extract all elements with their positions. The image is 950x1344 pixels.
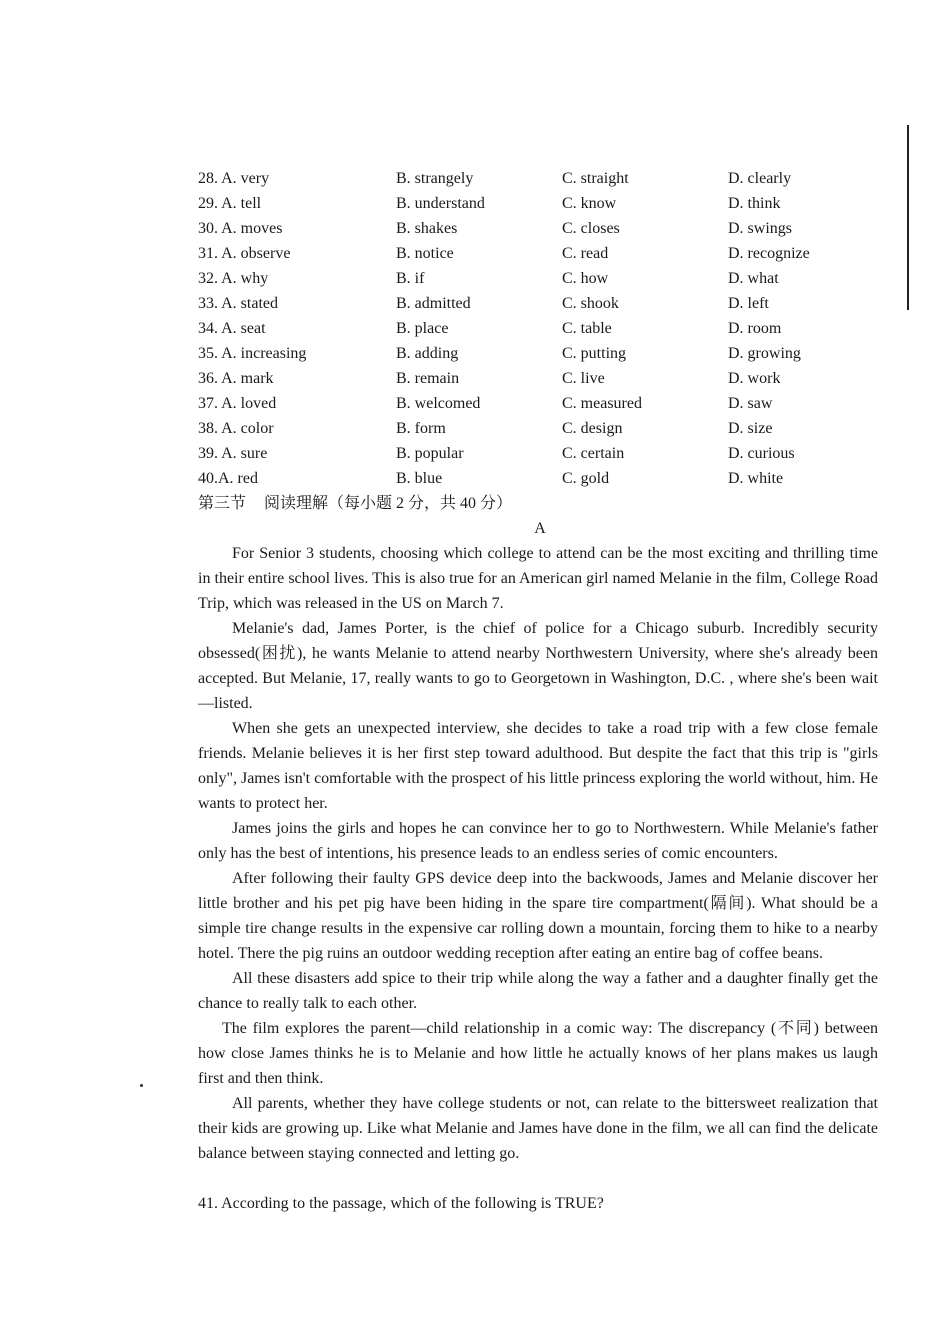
option-c: C. read	[562, 245, 609, 262]
paragraph: Melanie's dad, James Porter, is the chief of police for a Chicago suburb. Incredibly security obsessed(困扰), he wants Melanie to attend nearby Northwestern University, where she's already been accepted. But Melanie, 17, really wants to go to Georgetown in Washington, D.C. , where she's been wait—listed.	[198, 620, 878, 712]
option-d: D. work	[728, 370, 781, 387]
option-a: 39. A. sure	[198, 445, 268, 462]
option-c: C. measured	[562, 395, 642, 412]
option-b: B. blue	[396, 470, 443, 487]
option-b: B. popular	[396, 445, 464, 462]
option-d: D. white	[728, 470, 784, 487]
option-row	[198, 291, 858, 316]
option-d: D. what	[728, 270, 779, 287]
option-row	[198, 166, 858, 191]
option-row	[198, 341, 858, 366]
option-a: 40.A. red	[198, 470, 258, 487]
paragraph: When she gets an unexpected interview, she decides to take a road trip with a few close female friends. Melanie believes it is her first step toward adulthood. But despite the fact that this trip is "girls only", James isn't comfortable with the prospect of his little princess exploring the world without, him. He wants to protect her.	[198, 720, 878, 812]
option-c: C. shook	[562, 295, 619, 312]
option-d: D. left	[728, 295, 769, 312]
paragraph: After following their faulty GPS device deep into the backwoods, James and Melanie discover her little brother and his pet pig have been hiding in the spare tire compartment(隔间). What should be a simple tire change results in the expensive car rolling down a mountain, forcing them to hike to a nearby hotel. There the pig ruins an outdoor wedding reception after eating an entire bag of coffee beans.	[198, 870, 878, 962]
option-c: C. putting	[562, 345, 627, 362]
option-d: D. clearly	[728, 170, 792, 187]
paragraph: The film explores the parent—child relationship in a comic way: The discrepancy (不同) between how close James thinks he is to Melanie and how little he actually knows of her plans makes us laugh first and then think.	[198, 1020, 878, 1087]
option-a: 38. A. color	[198, 420, 274, 437]
section-label: 第三节	[198, 495, 247, 512]
option-c: C. certain	[562, 445, 625, 462]
option-a: 33. A. stated	[198, 295, 278, 312]
option-d: D. think	[728, 195, 781, 212]
option-row	[198, 266, 858, 291]
option-row	[198, 466, 858, 491]
option-a: 36. A. mark	[198, 370, 274, 387]
option-row	[198, 241, 858, 266]
option-c: C. table	[562, 320, 612, 337]
paragraph: All parents, whether they have college students or not, can relate to the bittersweet realization that their kids are growing up. Like what Melanie and James have done in the film, we all can find the delicate balance between staying connected and letting go.	[198, 1095, 878, 1162]
option-c: C. how	[562, 270, 609, 287]
option-row	[198, 316, 858, 341]
passage-title: A	[534, 520, 546, 537]
option-b: B. admitted	[396, 295, 471, 312]
passage-body	[198, 541, 878, 1166]
option-a: 35. A. increasing	[198, 345, 307, 362]
option-a: 29. A. tell	[198, 195, 262, 212]
option-d: D. saw	[728, 395, 773, 412]
option-c: C. know	[562, 195, 617, 212]
option-a: 28. A. very	[198, 170, 270, 187]
option-a: 30. A. moves	[198, 220, 283, 237]
option-c: C. straight	[562, 170, 629, 187]
option-c: C. design	[562, 420, 623, 437]
option-d: D. size	[728, 420, 773, 437]
option-row	[198, 416, 858, 441]
option-d: D. curious	[728, 445, 795, 462]
paragraph: For Senior 3 students, choosing which college to attend can be the most exciting and thrilling time in their entire school lives. This is also true for an American girl named Melanie in the film, College Road Trip, which was released in the US on March 7.	[198, 545, 878, 612]
page-edge-line	[907, 125, 909, 310]
option-row	[198, 441, 858, 466]
option-a: 32. A. why	[198, 270, 269, 287]
option-row	[198, 391, 858, 416]
option-row	[198, 191, 858, 216]
option-list	[198, 166, 858, 491]
option-b: B. adding	[396, 345, 459, 362]
option-row	[198, 366, 858, 391]
option-a: 31. A. observe	[198, 245, 291, 262]
option-c: C. closes	[562, 220, 620, 237]
option-c: C. live	[562, 370, 605, 387]
speck-mark	[140, 1084, 143, 1087]
question-41: 41. According to the passage, which of the following is TRUE?	[198, 1195, 604, 1212]
paragraph: All these disasters add spice to their trip while along the way a father and a daughter finally get the chance to really talk to each other.	[198, 970, 878, 1012]
option-row	[198, 216, 858, 241]
option-d: D. room	[728, 320, 782, 337]
option-c: C. gold	[562, 470, 610, 487]
option-b: B. welcomed	[396, 395, 481, 412]
option-b: B. if	[396, 270, 425, 287]
section-heading	[198, 491, 512, 516]
option-b: B. form	[396, 420, 446, 437]
option-b: B. remain	[396, 370, 460, 387]
option-b: B. place	[396, 320, 449, 337]
option-d: D. recognize	[728, 245, 810, 262]
option-d: D. growing	[728, 345, 801, 362]
option-a: 37. A. loved	[198, 395, 277, 412]
option-b: B. understand	[396, 195, 485, 212]
option-b: B. strangely	[396, 170, 474, 187]
option-b: B. shakes	[396, 220, 458, 237]
option-d: D. swings	[728, 220, 793, 237]
option-b: B. notice	[396, 245, 454, 262]
option-a: 34. A. seat	[198, 320, 266, 337]
paragraph: James joins the girls and hopes he can convince her to go to Northwestern. While Melanie's father only has the best of intentions, his presence leads to an endless series of comic encounters.	[198, 820, 878, 862]
section-title: 阅读理解（每小题 2 分，共 40 分）	[264, 495, 513, 512]
